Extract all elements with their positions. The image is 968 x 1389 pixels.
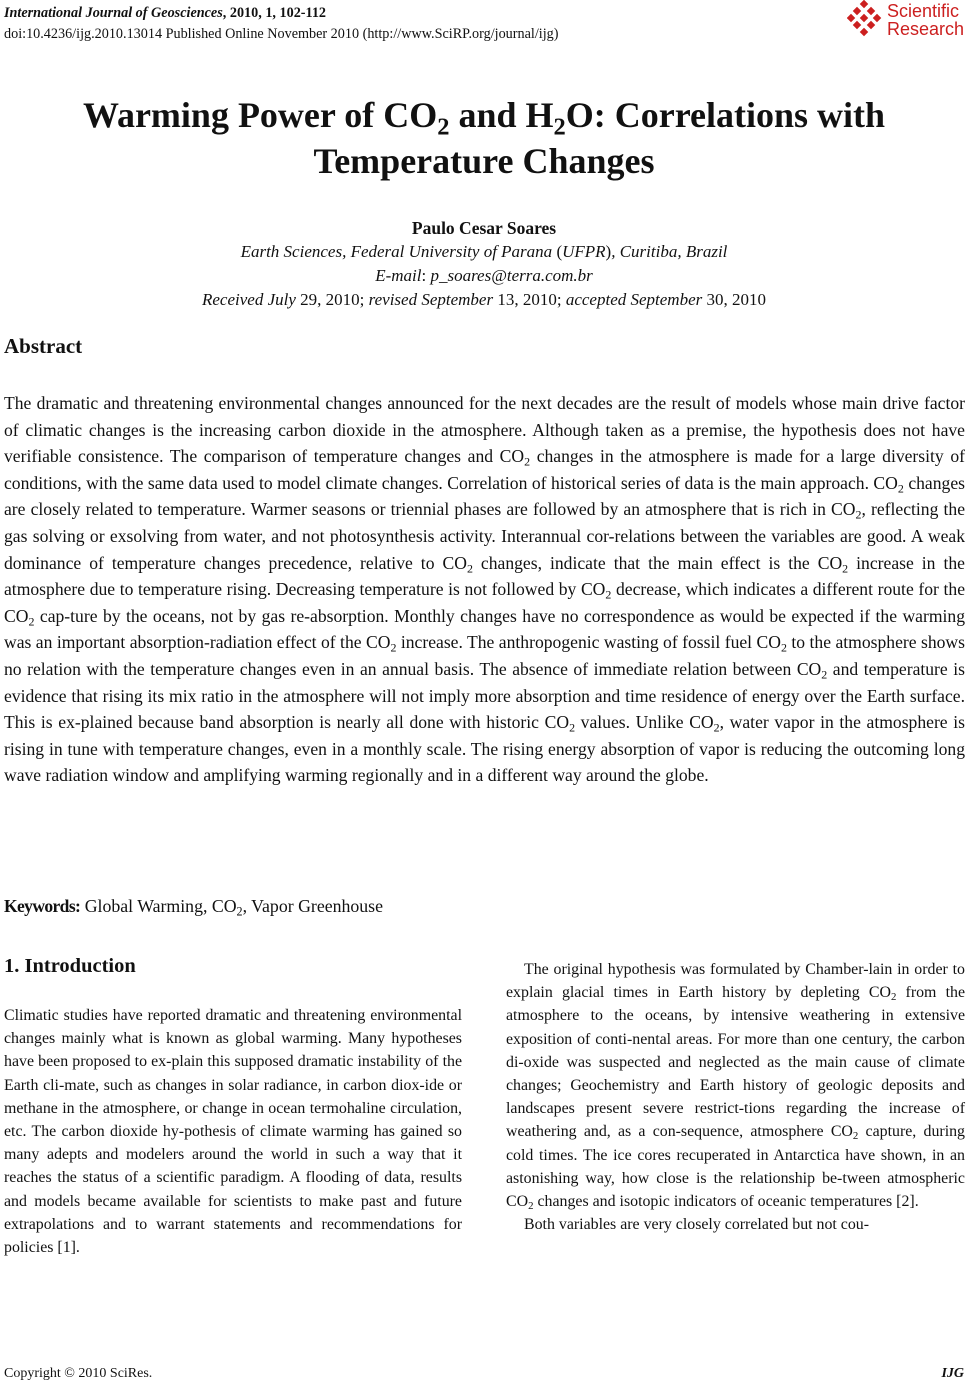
paper-title-line2: Temperature Changes [313, 141, 655, 181]
logo-line1: Scientific [886, 1, 959, 21]
section-heading-introduction: 1. Introduction [4, 955, 136, 977]
scirp-logo-icon [847, 0, 883, 40]
paper-title: Warming Power of $CO_2$ and $H_2O$: Correlations with Temperature Changes [0, 92, 968, 184]
abstract-heading: Abstract [4, 334, 83, 358]
journal-citation [4, 3, 558, 24]
intro-paragraph-2: The original hypothesis was formulated by Chamber-lain in order to explain glacial times in Earth history by depleting $CO_2$ from the atmosphere to the oceans, by intensive weathering in extensive exposition of conti-nental areas. For more than one century, the carbon di-oxide was suspected and neglected as the main cause of climate changes; Geochemistry and Earth history of geologic deposits and landscapes present severe restrict-tions regarding the increase of weathering and, as a con-sequence, atmosphere $CO_2$ capture, during cold times. The ice cores recuperated in Antarctica have shown, in an astonishing way, how close is the relationship be-tween atmospheric $CO_2$ changes and isotopic indicators of oceanic temperatures [2]. [506, 961, 966, 1213]
author-name: Paulo Cesar Soares [411, 218, 557, 238]
email-line: E-mail: p_soares@terra.com.br [375, 266, 593, 285]
logo-line2: Research [886, 19, 964, 39]
left-column [4, 1004, 462, 1259]
intro-paragraph-1: Climatic studies have reported dramatic and threatening environmental changes mainly what is known as global warming. Many hypotheses have been proposed to ex-plain this supposed dramatic instability of the Earth cli-mate, such as changes in solar radiance, in carbon diox-ide or methane in the atmosphere, or change in ocean termohaline circulation, etc. The carbon dioxide hy-pothesis of climate warming has gained so many adepts and modelers around the world in such a way that it reaches the status of a scientific paradigm. A flooding of data, results and models became available for scientists to make past and future extrapolations and to warrant statements and recommendations for policies [1]. [4, 1007, 462, 1257]
journal-name: International Journal of Geosciences [4, 5, 223, 21]
journal-volume: , 2010, 1, 102-112 [222, 5, 327, 21]
author-block [0, 216, 968, 312]
intro-paragraph-3: Both variables are very closely correlated but not cou- [524, 1216, 870, 1234]
running-header [4, 3, 558, 45]
doi-line: doi:10.4236/ijg.2010.13014 Published Online November 2010 (http://www.SciRP.org/journal/ijg) [4, 26, 559, 42]
logo-wordmark [887, 2, 964, 38]
email-address: p_soares@terra.com.br [430, 266, 593, 285]
affiliation: Earth Sciences, Federal University of Parana (UFPR), Curitiba, Brazil [240, 242, 728, 261]
right-column [506, 958, 965, 1236]
dates-line: Received July 29, 2010; revised September 13, 2010; accepted September 30, 2010 [201, 290, 766, 309]
publisher-logo [847, 0, 964, 40]
journal-abbrev: IJG [941, 1366, 964, 1381]
abstract-body: The dramatic and threatening environmental changes announced for the next decades are the result of models whose main drive factor of climatic changes is the increasing carbon dioxide in the atmosphere. Although taken as a premise, the hypothesis does not have verifiable consistence. The comparison of temperature changes and $CO_2$ changes in the atmosphere is made for a large diversity of conditions, with the same data used to model climate changes. Correlation of historical series of data is the main approach. $CO_2$ changes are closely related to temperature. Warmer seasons or triennial phases are followed by an atmosphere that is rich in $CO_2$, reflecting the gas solving or exsolving from water, and not photosynthesis activity. Interannual cor-relations between the variables are good. A weak dominance of temperature changes precedence, relative to $CO_2$ changes, indicate that the main effect is the $CO_2$ increase in the atmosphere due to temperature rising. Decreasing temperature is not followed by $CO_2$ decrease, which indicates a different route for the $CO_2$ cap-ture by the oceans, not by gas re-absorption. Monthly changes have no correspondence as would be expected if the warming was an important absorption-radiation effect of the $CO_2$ increase. The anthropogenic wasting of fossil fuel $CO_2$ to the atmosphere shows no relation with the temperature changes even in an annual basis. The absence of immediate relation between $CO_2$ and temperature is evidence that rising its mix ratio in the atmosphere will not imply more absorption and time residence of energy over the Earth surface. This is ex-plained because band absorption is nearly all done with historic $CO_2$ values. Unlike $CO_2$, water vapor in the atmosphere is rising in tune with temperature changes, even in a monthly scale. The rising energy absorption of vapor is reducing the outcoming long wave radiation window and amplifying warming regionally and in a different way around the globe. [4, 393, 966, 786]
keywords-line: Keywords: Global Warming, $CO_2$, Vapor Greenhouse [4, 896, 383, 919]
copyright-notice: Copyright © 2010 SciRes. [4, 1366, 153, 1381]
keywords-label: Keywords: [4, 896, 81, 916]
